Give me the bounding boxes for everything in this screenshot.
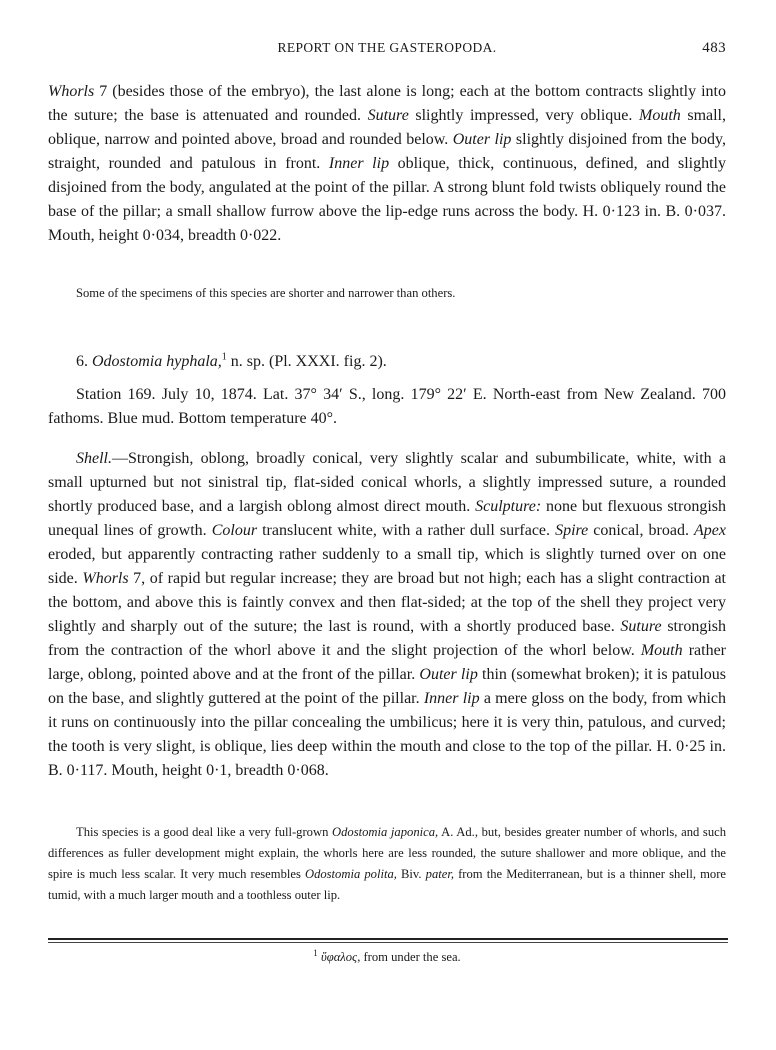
term-suture: Suture <box>367 107 409 124</box>
footnote-marker: 1 <box>313 947 318 958</box>
term-mouth: Mouth <box>638 107 681 124</box>
paragraph-whorls-description: Whorls 7 (besides those of the embryo), the last alone is long; each at the bottom contracts slightly into the suture; the base is attenuated and rounded. Suture slightly impressed, very oblique. Mouth small, oblique, narrow and pointed above, broad and rounded below. Outer lip slightly disjoined from the body, straight, rounded and patulous in front. Inner lip oblique, thick, continuous, defined, and slightly disjoined from the body, angulated at the point of the pillar. A strong blunt fold twists obliquely round the base of the pillar; a small shallow furrow above the lip-edge runs across the body. H. 0·123 in. B. 0·037. Mouth, height 0·034, breadth 0·022. <box>48 83 727 244</box>
comparison-note: This species is a good deal like a very full-grown Odostomia japonica, A. Ad., but, besides greater number of whorls, and such differences as fuller development might explain, the whorls here are less rounded, the suture shallower and more oblique, and the spire is much less scalar. It very much resembles Odostomia polita, Biv. pater, from the Mediterranean, but is a thinner shell, more tumid, with a much larger mouth and a toothless outer lip. <box>48 825 727 902</box>
species-heading: 6. Odostomia hyphala,$^1$ n. sp. (Pl. XXXI. fig. 2). <box>76 351 387 370</box>
footnote: $^1$ ὕφαλος, from under the sea. <box>313 947 461 964</box>
page-number: 483 <box>702 40 726 56</box>
term-apex: Apex <box>694 522 727 539</box>
footnote-ref: 1 <box>221 351 227 363</box>
term-outer-lip: Outer lip <box>452 131 512 148</box>
shell-description: Shell.—Strongish, oblong, broadly conical, very slightly scalar and subumbilicate, white, with a small upturned but not sinistral tip, flat-sided conical whorls, a slightly impressed suture, a rounded shortly produced base, and a largish oblong almost direct mouth. Sculpture: none but flexuous strongish unequal lines of growth. Colour translucent white, with a rather dull surface. Spire conical, broad. Apex eroded, but apparently contracting rather suddenly to a small tip, which is slightly turned over on one side. Whorls 7, of rapid but regular increase; they are broad but not high; each has a slight contraction at the bottom, and above this is faintly convex and then flat-sided; at the top of the shell they project very slightly and sharply out of the suture; the last is round, with a shortly produced base. Suture strongish from the contraction of the whorl above it and the slight projection of the whorl below. Mouth rather large, oblong, pointed above and at the front of the pillar. Outer lip thin (somewhat broken); it is patulous on the base, and slightly guttered at the point of the pillar. Inner lip a mere gloss on the body, from which it runs on continuously into the pillar concealing the umbilicus; here it is very thin, patulous, and curved; the tooth is very slight, is oblique, lies deep within the mouth and close to the top of the pillar. H. 0·25 in. B. 0·117. Mouth, height 0·1, breadth 0·068. <box>48 450 727 779</box>
term-inner-lip-2: Inner lip <box>423 690 480 707</box>
term-outer-lip-2: Outer lip <box>419 666 478 683</box>
term-whorls: Whorls <box>48 83 95 100</box>
term-mouth-2: Mouth <box>640 642 683 659</box>
term-spire: Spire <box>555 522 589 539</box>
running-header <box>48 40 726 62</box>
term-suture-2: Suture <box>620 618 662 635</box>
header-title: REPORT ON THE GASTEROPODA. <box>277 40 497 55</box>
term-colour: Colour <box>211 522 258 539</box>
note-specimens: Some of the specimens of this species are shorter and narrower than others. <box>76 286 456 300</box>
term-inner-lip: Inner lip <box>328 155 390 172</box>
species-name: Odostomia hyphala, <box>92 353 222 370</box>
station-paragraph: Station 169. July 10, 1874. Lat. 37° 34′ S., long. 179° 22′ E. North-east from New Zealand. 700 fathoms. Blue mud. Bottom temperature 40°. <box>48 386 726 427</box>
footnote-divider <box>48 938 728 940</box>
term-shell: Shell. <box>76 450 112 467</box>
footnote-divider-thin <box>48 942 728 943</box>
term-sculpture: Sculpture: <box>475 498 542 515</box>
footnote-greek: ὕφαλος <box>320 950 358 964</box>
term-whorls-2: Whorls <box>82 570 129 587</box>
